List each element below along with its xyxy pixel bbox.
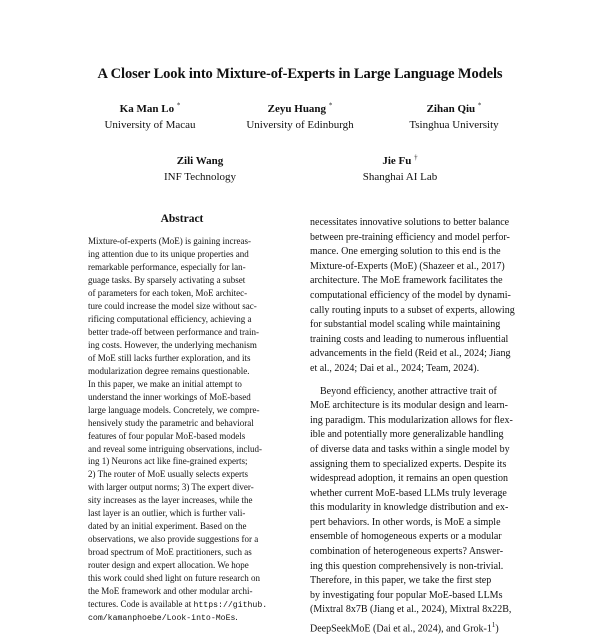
intro-line: this modularity in knowledge distribution and ex- xyxy=(310,502,509,514)
author-block xyxy=(390,101,518,133)
intro-line: (Mixtral 8x7B (Jiang et al., 2024), Mixtral 8x22B, xyxy=(310,604,512,616)
author-mark: * xyxy=(477,101,482,110)
abstract-line: hensively study the parametric and behavioral xyxy=(88,417,254,428)
author-block xyxy=(90,101,210,133)
abstract-line: ing attention due to its unique properties and xyxy=(88,248,249,259)
abstract-line: last layer is an outlier, which is further vali- xyxy=(88,508,246,519)
author-mark: † xyxy=(414,153,418,162)
intro-line-tail: ) xyxy=(495,623,499,635)
intro-line: cally routing inputs to a subset of experts, allowing xyxy=(310,304,515,316)
intro-line: pert behaviors. In other words, is MoE a simple xyxy=(310,516,501,528)
abstract-line: 2) The router of MoE usually selects experts xyxy=(88,469,249,480)
abstract-heading: Abstract xyxy=(160,213,204,225)
intro-line: training costs and leading to numerous influential xyxy=(310,333,509,345)
intro-line: MoE architecture is its modular design and learn- xyxy=(310,400,508,412)
intro-line: mance. One emerging solution to this end is the xyxy=(310,246,501,258)
abstract-line: broad spectrum of MoE practitioners, such as xyxy=(88,547,252,558)
author-mark: * xyxy=(328,101,333,110)
intro-line: advancements in the field (Reid et al., 2024; Jiang xyxy=(310,348,511,360)
footnote-mark: 1 xyxy=(491,621,496,630)
intro-line: computational efficiency of the model by dynami- xyxy=(310,289,511,301)
author-block xyxy=(340,153,460,185)
author-name: Zili Wang xyxy=(176,155,224,167)
intro-line: ing this question comprehensively is non-trivial. xyxy=(310,560,504,572)
intro-line: by investigating four popular MoE-based LLMs xyxy=(310,589,503,601)
abstract-line: the MoE framework and other modular archi- xyxy=(88,586,253,597)
abstract-line: ing 1) Neurons act like fine-grained experts; xyxy=(88,456,248,467)
code-url-link[interactable]: https://github. xyxy=(193,601,268,611)
abstract-line xyxy=(88,611,276,624)
abstract-line: with larger output norms; 3) The expert diver- xyxy=(88,482,254,493)
intro-line: for substantial model scaling while maintaining xyxy=(310,319,501,331)
abstract-line: router design and expert allocation. We hope xyxy=(88,560,249,571)
abstract-line: Mixture-of-experts (MoE) is gaining increas- xyxy=(88,236,251,246)
intro-column xyxy=(310,216,524,633)
abstract-line: this work could shed light on future research on xyxy=(88,573,260,584)
abstract-line: rificing computational efficiency, achieving a xyxy=(88,313,252,324)
intro-line: architecture. The MoE framework facilitates the xyxy=(310,275,503,287)
author-block xyxy=(140,153,260,185)
abstract-line: understand the inner workings of MoE-based xyxy=(88,391,251,402)
abstract-line: features of four popular MoE-based models xyxy=(88,430,246,441)
intro-line: Mixture-of-Experts (MoE) (Shazeer et al., 2017) xyxy=(310,260,505,272)
abstract-line: dated by an initial experiment. Based on the xyxy=(88,521,247,532)
intro-line: combination of heterogeneous experts? Answer- xyxy=(310,546,504,558)
abstract-line: In this paper, we make an initial attempt to xyxy=(88,378,242,389)
abstract-line: ing costs. However, the underlying mechanism xyxy=(88,339,257,350)
intro-line: assigning them to specialized experts. Despite its xyxy=(310,458,507,470)
author-name: Zihan Qiu xyxy=(426,103,476,115)
intro-line: ing paradigm. This modularization allows for flex- xyxy=(310,414,513,426)
intro-line: whether current MoE-based LLMs truly leverage xyxy=(310,487,507,499)
author-name: Ka Man Lo xyxy=(119,103,175,115)
abstract-line: tectures. Code is available at https://github. xyxy=(88,599,268,611)
intro-line: necessitates innovative solutions to better balance xyxy=(310,217,510,228)
author-name: Jie Fu xyxy=(382,155,412,167)
abstract-line: observations, we also provide suggestions for a xyxy=(88,534,259,545)
code-url-end: . xyxy=(235,612,238,623)
intro-line: Beyond efficiency, another attractive trait of xyxy=(320,385,497,397)
code-url-link[interactable]: com/kamanphoebe/Look-into-MoEs xyxy=(88,614,236,624)
abstract-line: modularization degree remains questionable. xyxy=(88,365,250,376)
intro-line: between pre-training efficiency and model perfor- xyxy=(310,231,510,243)
author-affiliation: University of Macau xyxy=(104,119,196,131)
paper-title: A Closer Look into Mixture-of-Experts in Large Language Models xyxy=(97,66,503,82)
author-affiliation: Shanghai AI Lab xyxy=(362,171,438,183)
author-affiliation: University of Edinburgh xyxy=(246,119,354,131)
abstract-line: remarkable performance, especially for lan- xyxy=(88,261,246,272)
abstract-line: large language models. Concretely, we compre- xyxy=(88,404,260,415)
intro-line: DeepSeekMoE (Dai et al., 2024), and Grok-$1^1$) xyxy=(310,621,499,635)
abstract-line: better trade-off between performance and train- xyxy=(88,326,259,337)
intro-line: of diverse data and tasks within a single model by xyxy=(310,443,510,455)
paragraph-gap xyxy=(310,377,524,385)
intro-line: et al., 2024; Dai et al., 2024; Team, 2024). xyxy=(310,362,480,374)
author-mark: * xyxy=(176,101,181,110)
abstract-line: of MoE still lacks further exploration, and its xyxy=(88,352,251,363)
abstract-line: ture could increase the model size without sac- xyxy=(88,300,257,311)
author-affiliation: INF Technology xyxy=(163,171,237,183)
intro-line: Therefore, in this paper, we take the first step xyxy=(310,575,492,587)
abstract-line: and reveal some intriguing observations, includ- xyxy=(88,443,262,454)
abstract-line: guage tasks. By sparsely activating a subset xyxy=(88,274,246,285)
author-block xyxy=(228,101,372,133)
abstract-body xyxy=(88,235,276,624)
intro-line: widespread adoption, it remains an open question xyxy=(310,473,509,485)
author-affiliation: Tsinghua University xyxy=(409,119,499,131)
author-name: Zeyu Huang xyxy=(267,103,327,115)
abstract-line: of parameters for each token, MoE architec- xyxy=(88,287,248,298)
intro-line: ible and potentially more generalizable handling xyxy=(310,429,504,441)
abstract-line: sity increases as the layer increases, while the xyxy=(88,495,253,506)
intro-line: ensemble of homogeneous experts or a modular xyxy=(310,531,502,543)
